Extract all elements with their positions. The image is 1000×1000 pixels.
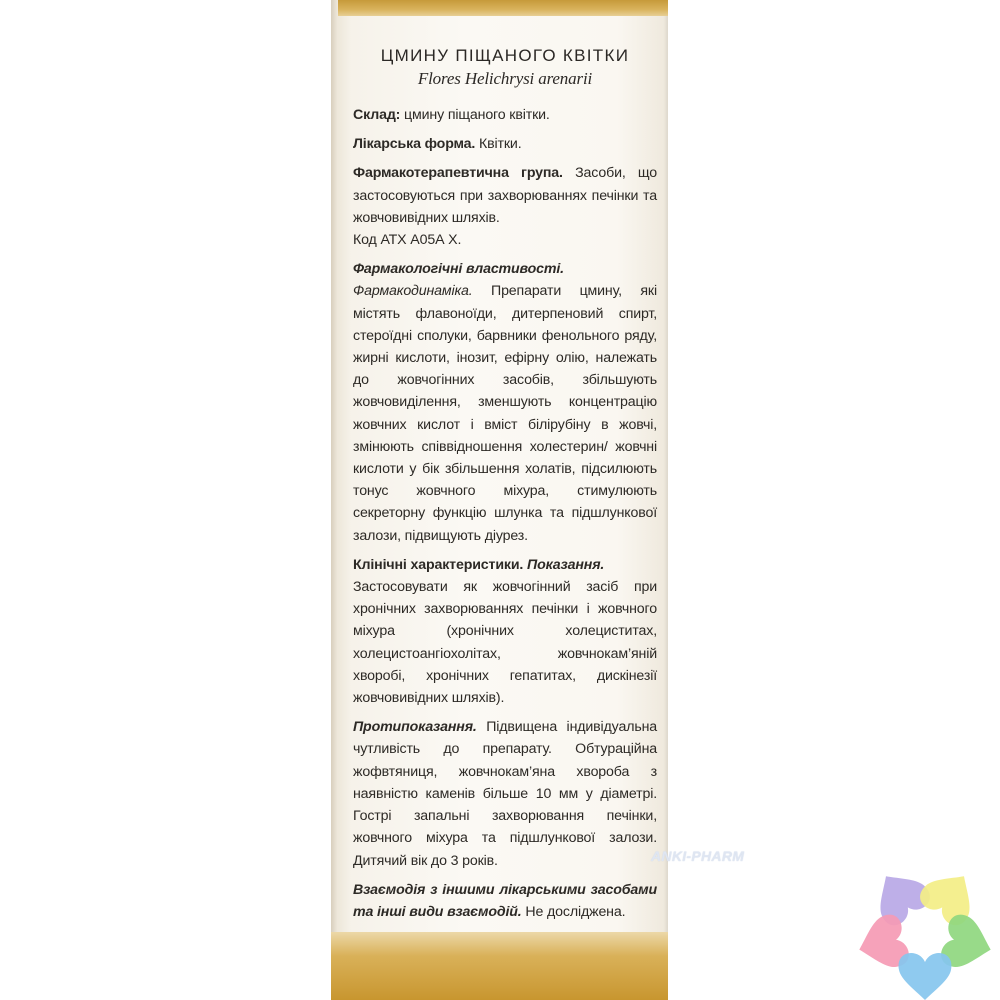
box-bottom-gold-band: [331, 932, 668, 1000]
composition-text: цмину піщаного квітки.: [400, 107, 550, 123]
group-text: Засоби, що застосовуються при захворюваннях печінки та жовчовивідних шляхів.: [353, 165, 657, 226]
form-label: Лікарська форма.: [353, 136, 476, 153]
clinical-text: Застосовувати як жовчогінний засіб при хронічних захворюваннях печінки і жовчного міхура (хронічних холециститах, холецистоангіохолітах, жовчнокам’яній хворобі, хронічних гепатитах, дискінезії жовчовивідних шляхів).: [353, 579, 657, 707]
form-text: Квітки.: [475, 136, 522, 153]
watermark-text: ANKI-PHARM: [651, 848, 745, 864]
form-paragraph: [353, 133, 657, 155]
pharmacology-paragraph: [353, 258, 657, 547]
composition-paragraph: [353, 104, 657, 126]
group-label: Фармакотерапевтична група.: [353, 165, 563, 182]
clinical-label: Клінічні характеристики.: [353, 556, 524, 573]
interaction-text: Не досліджена.: [521, 903, 626, 920]
logo-center-icon: [920, 927, 930, 937]
pharmacology-text: Препарати цмину, які містять флавоноїди, дитерпеновий спирт, стероїдні сполуки, барвники фенольного ряду, жирні кислоти, інозит, ефірну олію, належать до жовчогінних засобів, збільшують жовчовиділення, зменшують концентрацію жовчних кислот і вміст білірубіну в жовчі, змінюють співвідношення холестерин/ жовчні кислоти у бік збільшення холатів, підсилюють тонус жовчного міхура, стимулюють секреторну функцію шлунка та підшлункової залози, підвищують діурез.: [353, 283, 657, 544]
contra-text: Підвищена індивідуальна чутливість до препарату. Обтураційна жофвтяниця, жовчнокам’яна хвороба з наявністю каменів більше 10 мм у діаметрі. Гострі запальні захворювання печінки, жовчного міхура та підшлункової залози. Дитячий вік до 3 років.: [353, 719, 657, 869]
contra-label: Протипоказання.: [353, 719, 477, 736]
petal-blue-icon: [899, 953, 952, 1000]
pharmacology-label: Фармакологічні властивості.: [353, 261, 564, 278]
box-top-gold-band: [331, 0, 668, 16]
composition-label: Склад:: [353, 107, 401, 123]
latin-name: Flores Helichrysi arenarii: [417, 69, 593, 88]
atc-code: Код АТХ А05А Х.: [353, 232, 462, 249]
interaction-paragraph: [353, 879, 657, 923]
pharmacodynamics-label: Фармакодинаміка.: [353, 283, 473, 300]
pharmacy-flower-logo: [855, 860, 995, 1000]
petal-yellow-icon: [915, 861, 985, 930]
contra-paragraph: [353, 716, 657, 871]
leaflet-text: [353, 44, 657, 930]
indications-label: Показання.: [527, 556, 605, 573]
box-fold-edge: [331, 0, 338, 1000]
clinical-paragraph: [353, 554, 657, 709]
product-title: ЦМИНУ ПІЩАНОГО КВІТКИ: [380, 46, 630, 65]
group-paragraph: [353, 162, 657, 229]
interaction-label: Взаємодія з іншими лікарськими засобами та інші види взаємодій.: [353, 881, 657, 920]
